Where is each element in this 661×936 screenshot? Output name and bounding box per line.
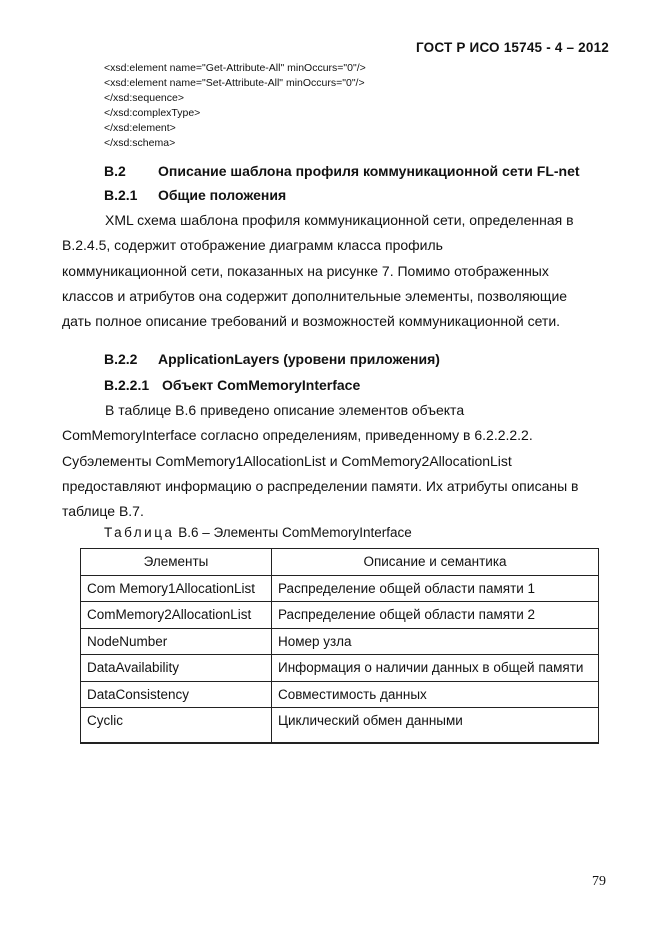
- section-title: Описание шаблона профиля коммуникационной сети FL-net: [158, 163, 580, 179]
- table-row: [81, 628, 599, 655]
- code-line: </xsd:complexType>: [104, 107, 201, 119]
- table-cell-element: Cyclic: [81, 708, 272, 743]
- section-number: B.2.2.1: [104, 377, 150, 393]
- paragraph-line: Субэлементы ComMemory1AllocationList и ComMemory2AllocationList: [62, 452, 512, 469]
- table-cell-element: ComMemory2AllocationList: [81, 602, 272, 629]
- table-caption-text: В.6 – Элементы ComMemoryInterface: [178, 525, 412, 540]
- table-cell-description: Информация о наличии данных в общей памяти: [272, 655, 599, 682]
- table-cell-element: NodeNumber: [81, 628, 272, 655]
- table-cell-description: Распределение общей области памяти 1: [272, 575, 599, 602]
- paragraph-line: ComMemoryInterface согласно определениям, приведенному в 6.2.2.2.2.: [62, 427, 533, 444]
- document-header: ГОСТ Р ИСО 15745 - 4 – 2012: [416, 40, 609, 55]
- code-line: </xsd:sequence>: [104, 92, 184, 104]
- paragraph-line: дать полное описание требований и возможностей коммуникационной сети.: [62, 313, 561, 330]
- paragraph-line: XML схема шаблона профиля коммуникационной сети, определенная в: [105, 212, 574, 228]
- code-line: <xsd:element name="Set-Attribute-All" minOccurs="0"/>: [104, 77, 365, 89]
- table-row: [81, 708, 599, 743]
- table-row: [81, 575, 599, 602]
- paragraph-line: B.2.4.5, содержит отображение диаграмм класса профиль: [62, 237, 443, 254]
- table-cell-description: Номер узла: [272, 628, 599, 655]
- table-row: [81, 602, 599, 629]
- elements-table: [80, 548, 599, 744]
- section-number: B.2.2: [104, 351, 138, 367]
- paragraph-schema-description: [62, 208, 599, 334]
- code-line: <xsd:element name="Get-Attribute-All" minOccurs="0"/>: [104, 62, 366, 74]
- paragraph-line: предоставляют информацию о распределении памяти. Их атрибуты описаны в: [62, 477, 579, 494]
- table-cell-element: DataAvailability: [81, 655, 272, 682]
- section-title: ApplicationLayers (уровени приложения): [158, 351, 440, 367]
- page-number: 79: [592, 874, 606, 889]
- table-caption-label: Таблица: [104, 525, 175, 540]
- xml-code-block: [104, 61, 366, 151]
- section-number: B.2.1: [104, 187, 138, 203]
- table-cell-description: Циклический обмен данными: [272, 708, 599, 743]
- table-header-row: [81, 549, 599, 576]
- table-cell-description: Распределение общей области памяти 2: [272, 602, 599, 629]
- code-line: </xsd:schema>: [104, 137, 176, 149]
- paragraph-line: классов и атрибутов она содержит дополнительные элементы, позволяющие: [62, 287, 568, 304]
- table-row: [81, 681, 599, 708]
- column-header: Элементы: [81, 549, 272, 576]
- table-cell-element: Com Memory1AllocationList: [81, 575, 272, 602]
- paragraph-line: таблице B.7.: [62, 503, 144, 520]
- table-row: [81, 655, 599, 682]
- table-caption: [104, 525, 412, 540]
- paragraph-line: коммуникационной сети, показанных на рисунке 7. Помимо отображенных: [62, 262, 549, 279]
- section-title: Общие положения: [158, 187, 287, 203]
- column-header: Описание и семантика: [272, 549, 599, 576]
- paragraph-line: В таблице В.6 приведено описание элементов объекта: [105, 402, 465, 418]
- paragraph-table-intro: [62, 398, 599, 524]
- section-number: B.2: [104, 163, 126, 179]
- section-title: Объект ComMemoryInterface: [162, 377, 361, 393]
- table-cell-description: Совместимость данных: [272, 681, 599, 708]
- code-line: </xsd:element>: [104, 122, 176, 134]
- table-cell-element: DataConsistency: [81, 681, 272, 708]
